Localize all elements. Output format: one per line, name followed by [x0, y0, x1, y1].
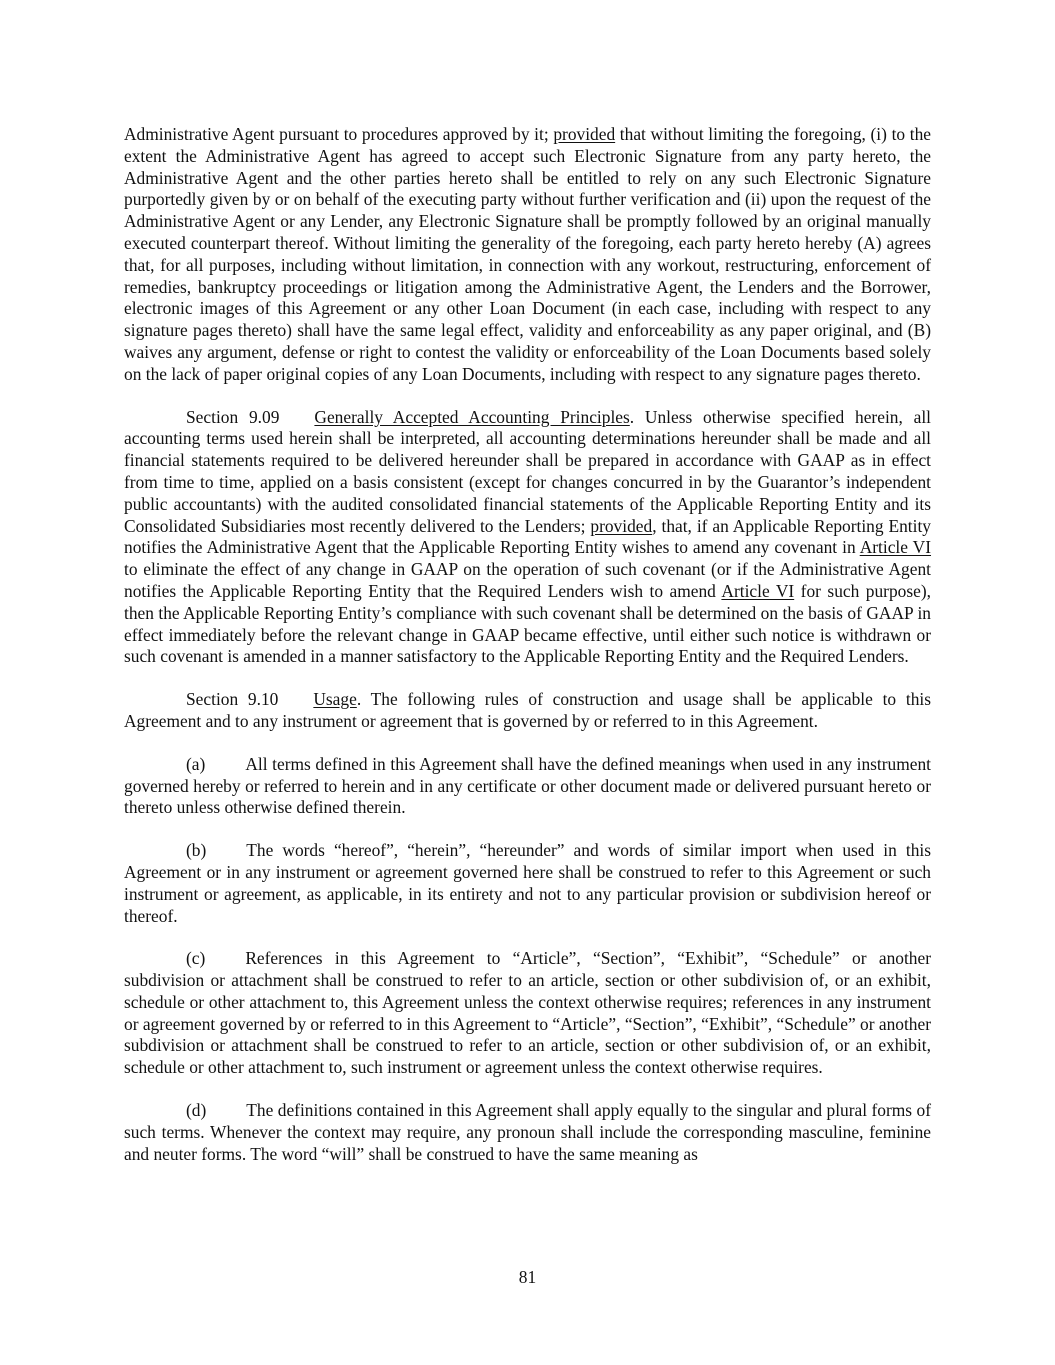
clause-label: (d)	[186, 1100, 207, 1121]
section-heading: Generally Accepted Accounting Principles	[314, 406, 630, 427]
provided-term: provided	[590, 515, 653, 536]
text-run: Administrative Agent pursuant to procedures approved by it;	[124, 124, 554, 144]
text-run: , that, if an Applicable Reporting Entity notifies the Administrative Agent that the Applicable Reporting Entity wishes to amend any covenant in	[124, 515, 931, 558]
clause-label: (b)	[186, 840, 207, 861]
page-number: 81	[518, 1267, 537, 1287]
clause-text: The words “hereof”, “herein”, “hereunder” and words of similar import when used in this Agreement or in any instrument or agreement governed here shall be construed to refer to this Agreement or such instrument or agreement, as applicable, in its entirety and not to any particular provision or subdivision hereof or thereof.	[124, 840, 931, 926]
text-run: . The following rules of construction and usage shall be applicable to this Agreement and to any instrument or agreement that is governed by or referred to in this Agreement.	[124, 689, 931, 731]
section-9-09	[124, 407, 931, 669]
clause-text: References in this Agreement to “Article”, “Section”, “Exhibit”, “Schedule” or another subdivision or attachment shall be construed to refer to an article, section or other subdivision of, or an exhibit, schedule or other attachment to, this Agreement unless the context otherwise requires; references in any instrument or agreement governed by or referred to in this Agreement to “Article”, “Section”, “Exhibit”, “Schedule” or another subdivision or attachment shall be construed to refer to an article, section or other subdivision of, or an exhibit, schedule or other attachment to, such instrument or agreement unless the context otherwise requires.	[124, 948, 931, 1078]
text-run: . Unless otherwise specified herein, all accounting terms used herein shall be interpreted, all accounting determinations hereunder shall be made and all financial statements required to be delivered hereunder shall be prepared in accordance with GAAP as in effect from time to time, applied on a basis consistent (except for changes concurred in by the Guarantor’s independent public accountants) with the audited consolidated financial statements of the Applicable Reporting Entity and its Consolidated Subsidiaries most recently delivered to the Lenders;	[124, 406, 931, 536]
clause-text: The definitions contained in this Agreement shall apply equally to the singular and plural forms of such terms. Whenever the context may require, any pronoun shall include the corresponding masculine, feminine and neuter forms. The word “will” shall be construed to have the same meaning as	[124, 1100, 931, 1164]
clause-b	[124, 840, 931, 927]
article-reference: Article VI	[859, 537, 932, 558]
paragraph-electronic-signatures	[124, 124, 931, 386]
text-run: to eliminate the effect of any change in GAAP on the operation of such covenant (or if the Administrative Agent notifies the Applicable Reporting Entity that the Required Lenders wish to amend	[124, 559, 931, 601]
clause-d	[124, 1100, 931, 1165]
text-run: for such purpose), then the Applicable Reporting Entity’s compliance with such covenant shall be determined on the basis of GAAP in effect immediately before the relevant change in GAAP became effective, until either such notice is withdrawn or such covenant is amended in a manner satisfactory to the Applicable Reporting Entity and the Required Lenders.	[124, 580, 931, 667]
section-number: Section 9.10	[186, 689, 279, 710]
clause-label: (a)	[186, 753, 206, 774]
clause-label: (c)	[186, 948, 206, 969]
article-reference: Article VI	[721, 580, 795, 601]
clause-a	[124, 754, 931, 819]
document-body	[124, 124, 931, 1186]
clause-text: All terms defined in this Agreement shall have the defined meanings when used in any instrument governed hereby or referred to herein and in any certificate or other document made or delivered pursuant hereto or thereto unless otherwise defined therein.	[124, 753, 931, 818]
section-heading: Usage	[313, 689, 357, 710]
text-run: that without limiting the foregoing, (i) to the extent the Administrative Agent has agreed to accept such Electronic Signature from any party hereto, the Administrative Agent and the other parties hereto shall be entitled to rely on any such Electronic Signature purportedly given by or on behalf of the executing party without further verification and (ii) upon the request of the Administrative Agent or any Lender, any Electronic Signature shall be promptly followed by an original manually executed counterpart thereof. Without limiting the generality of the foregoing, each party hereto hereby (A) agrees that, for all purposes, including without limitation, in connection with any workout, restructuring, enforcement of remedies, bankruptcy proceedings or litigation among the Administrative Agent, the Lenders and the Borrower, electronic images of this Agreement or any other Loan Document (in each case, including with respect to any signature pages thereto) shall have the same legal effect, validity and enforceability as any paper original, and (B) waives any argument, defense or right to contest the validity or enforceability of the Loan Documents based solely on the lack of paper original copies of any Loan Documents, including with respect to any signature pages thereto.	[124, 124, 931, 384]
provided-term: provided	[553, 124, 616, 144]
clause-c	[124, 948, 931, 1079]
section-number: Section 9.09	[186, 406, 280, 427]
section-9-10	[124, 689, 931, 733]
